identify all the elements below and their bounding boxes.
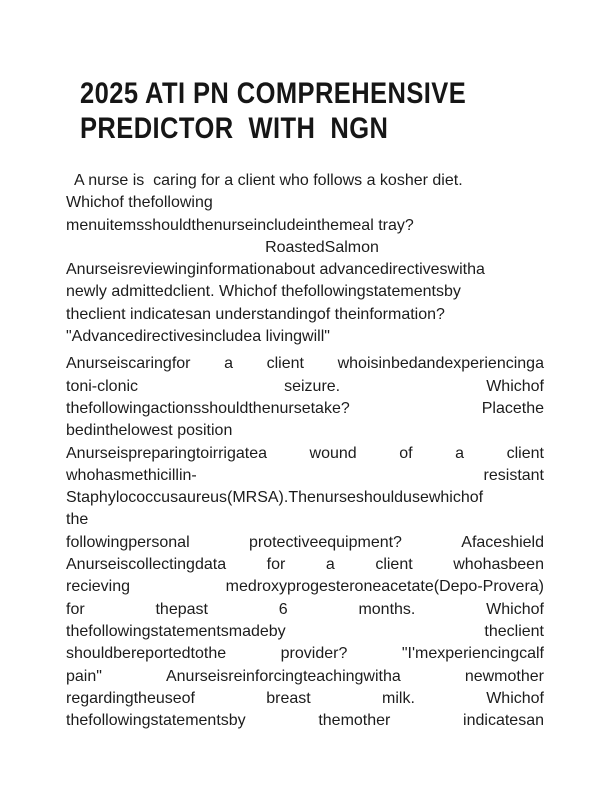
word: resistant: [483, 466, 544, 484]
text-line: [66, 576, 544, 598]
word: a: [224, 355, 234, 373]
word: Whichof: [486, 600, 544, 618]
document-title-line-1: 2025 ATI PN COMPREHENSIVE: [80, 77, 467, 110]
text-line: the: [66, 511, 89, 529]
word: thepast: [155, 600, 208, 618]
text-line: [66, 487, 544, 509]
word: whohasbeen: [453, 556, 544, 574]
text-line: Anurseisreviewinginformationabout advancedirectiveswitha: [66, 261, 485, 279]
document-title-line-2: PREDICTOR WITH NGN: [80, 112, 389, 145]
word: pain": [66, 667, 102, 685]
text-line: RoastedSalmon: [265, 238, 379, 256]
text-line: "Advancedirectivesincludea livingwill": [66, 328, 330, 346]
word: newmother: [464, 667, 544, 685]
word: medroxyprogesteroneacetate(Depo-Provera): [225, 578, 544, 596]
text-line: [66, 353, 544, 375]
word: milk.: [382, 689, 415, 707]
word: client: [506, 444, 544, 462]
word: Anurseisreinforcingteachingwitha: [165, 667, 401, 685]
text-line: Whichof thefollowing: [66, 194, 213, 212]
word: protectiveequipment?: [248, 533, 402, 551]
word: client: [375, 556, 413, 574]
text-line: newly admittedclient. Whichof thefollowingstatementsby: [66, 283, 461, 301]
word: theclient: [484, 622, 544, 640]
word: followingpersonal: [66, 533, 190, 551]
word: thefollowingstatementsmadeby: [66, 622, 286, 640]
document-body: [66, 170, 544, 732]
word: indicatesan: [463, 712, 544, 730]
text-line: [66, 666, 544, 688]
word: Anurseiscaringfor: [66, 355, 191, 373]
word: a: [455, 444, 465, 462]
word: Afaceshield: [461, 533, 544, 551]
word: wound: [309, 444, 357, 462]
text-line: [66, 599, 544, 621]
word: recieving: [66, 578, 131, 596]
word: thefollowingactionsshouldthenursetake?: [66, 399, 350, 417]
text-line: [66, 621, 544, 643]
word: toni-clonic: [66, 377, 139, 395]
text-line: menuitemsshouldthenurseincludeinthemeal tray?: [66, 216, 414, 234]
word: for: [266, 556, 286, 574]
text-line: [66, 643, 544, 665]
text-line: [66, 398, 544, 420]
word: Placethe: [481, 399, 544, 417]
text-line: [66, 532, 544, 554]
word: whohasmethicillin-: [66, 466, 197, 484]
word: Staphylococcusaureus(MRSA).Thenurseshouldusewhichof: [66, 489, 484, 507]
word: themother: [318, 712, 391, 730]
text-line: [66, 710, 544, 732]
document-title: [80, 76, 466, 146]
word: Whichof: [486, 377, 544, 395]
word: Anurseispreparingtoirrigatea: [66, 444, 267, 462]
word: months.: [358, 600, 416, 618]
word: 6: [278, 600, 288, 618]
word: breast: [266, 689, 311, 707]
text-line: [66, 443, 544, 465]
word: thefollowingstatementsby: [66, 712, 246, 730]
word: for: [66, 600, 85, 618]
text-line: A nurse is caring for a client who follows a kosher diet.: [66, 172, 463, 189]
word: whoisinbedandexperiencinga: [337, 355, 544, 373]
text-line: [66, 465, 544, 487]
word: "I'mexperiencingcalf: [401, 645, 544, 663]
word: client: [266, 355, 304, 373]
word: of: [399, 444, 413, 462]
text-line: theclient indicatesan understandingof theinformation?: [66, 305, 445, 323]
word: Anurseiscollectingdata: [66, 556, 227, 574]
word: regardingtheuseof: [66, 689, 195, 707]
word: provider?: [280, 645, 348, 663]
word: shouldbereportedtothe: [66, 645, 227, 663]
text-line: [66, 554, 544, 576]
word: seizure.: [284, 377, 341, 395]
text-line: [66, 376, 544, 398]
text-line: bedinthelowest position: [66, 422, 233, 440]
text-line: [66, 688, 544, 710]
word: Whichof: [486, 689, 544, 707]
word: a: [325, 556, 335, 574]
